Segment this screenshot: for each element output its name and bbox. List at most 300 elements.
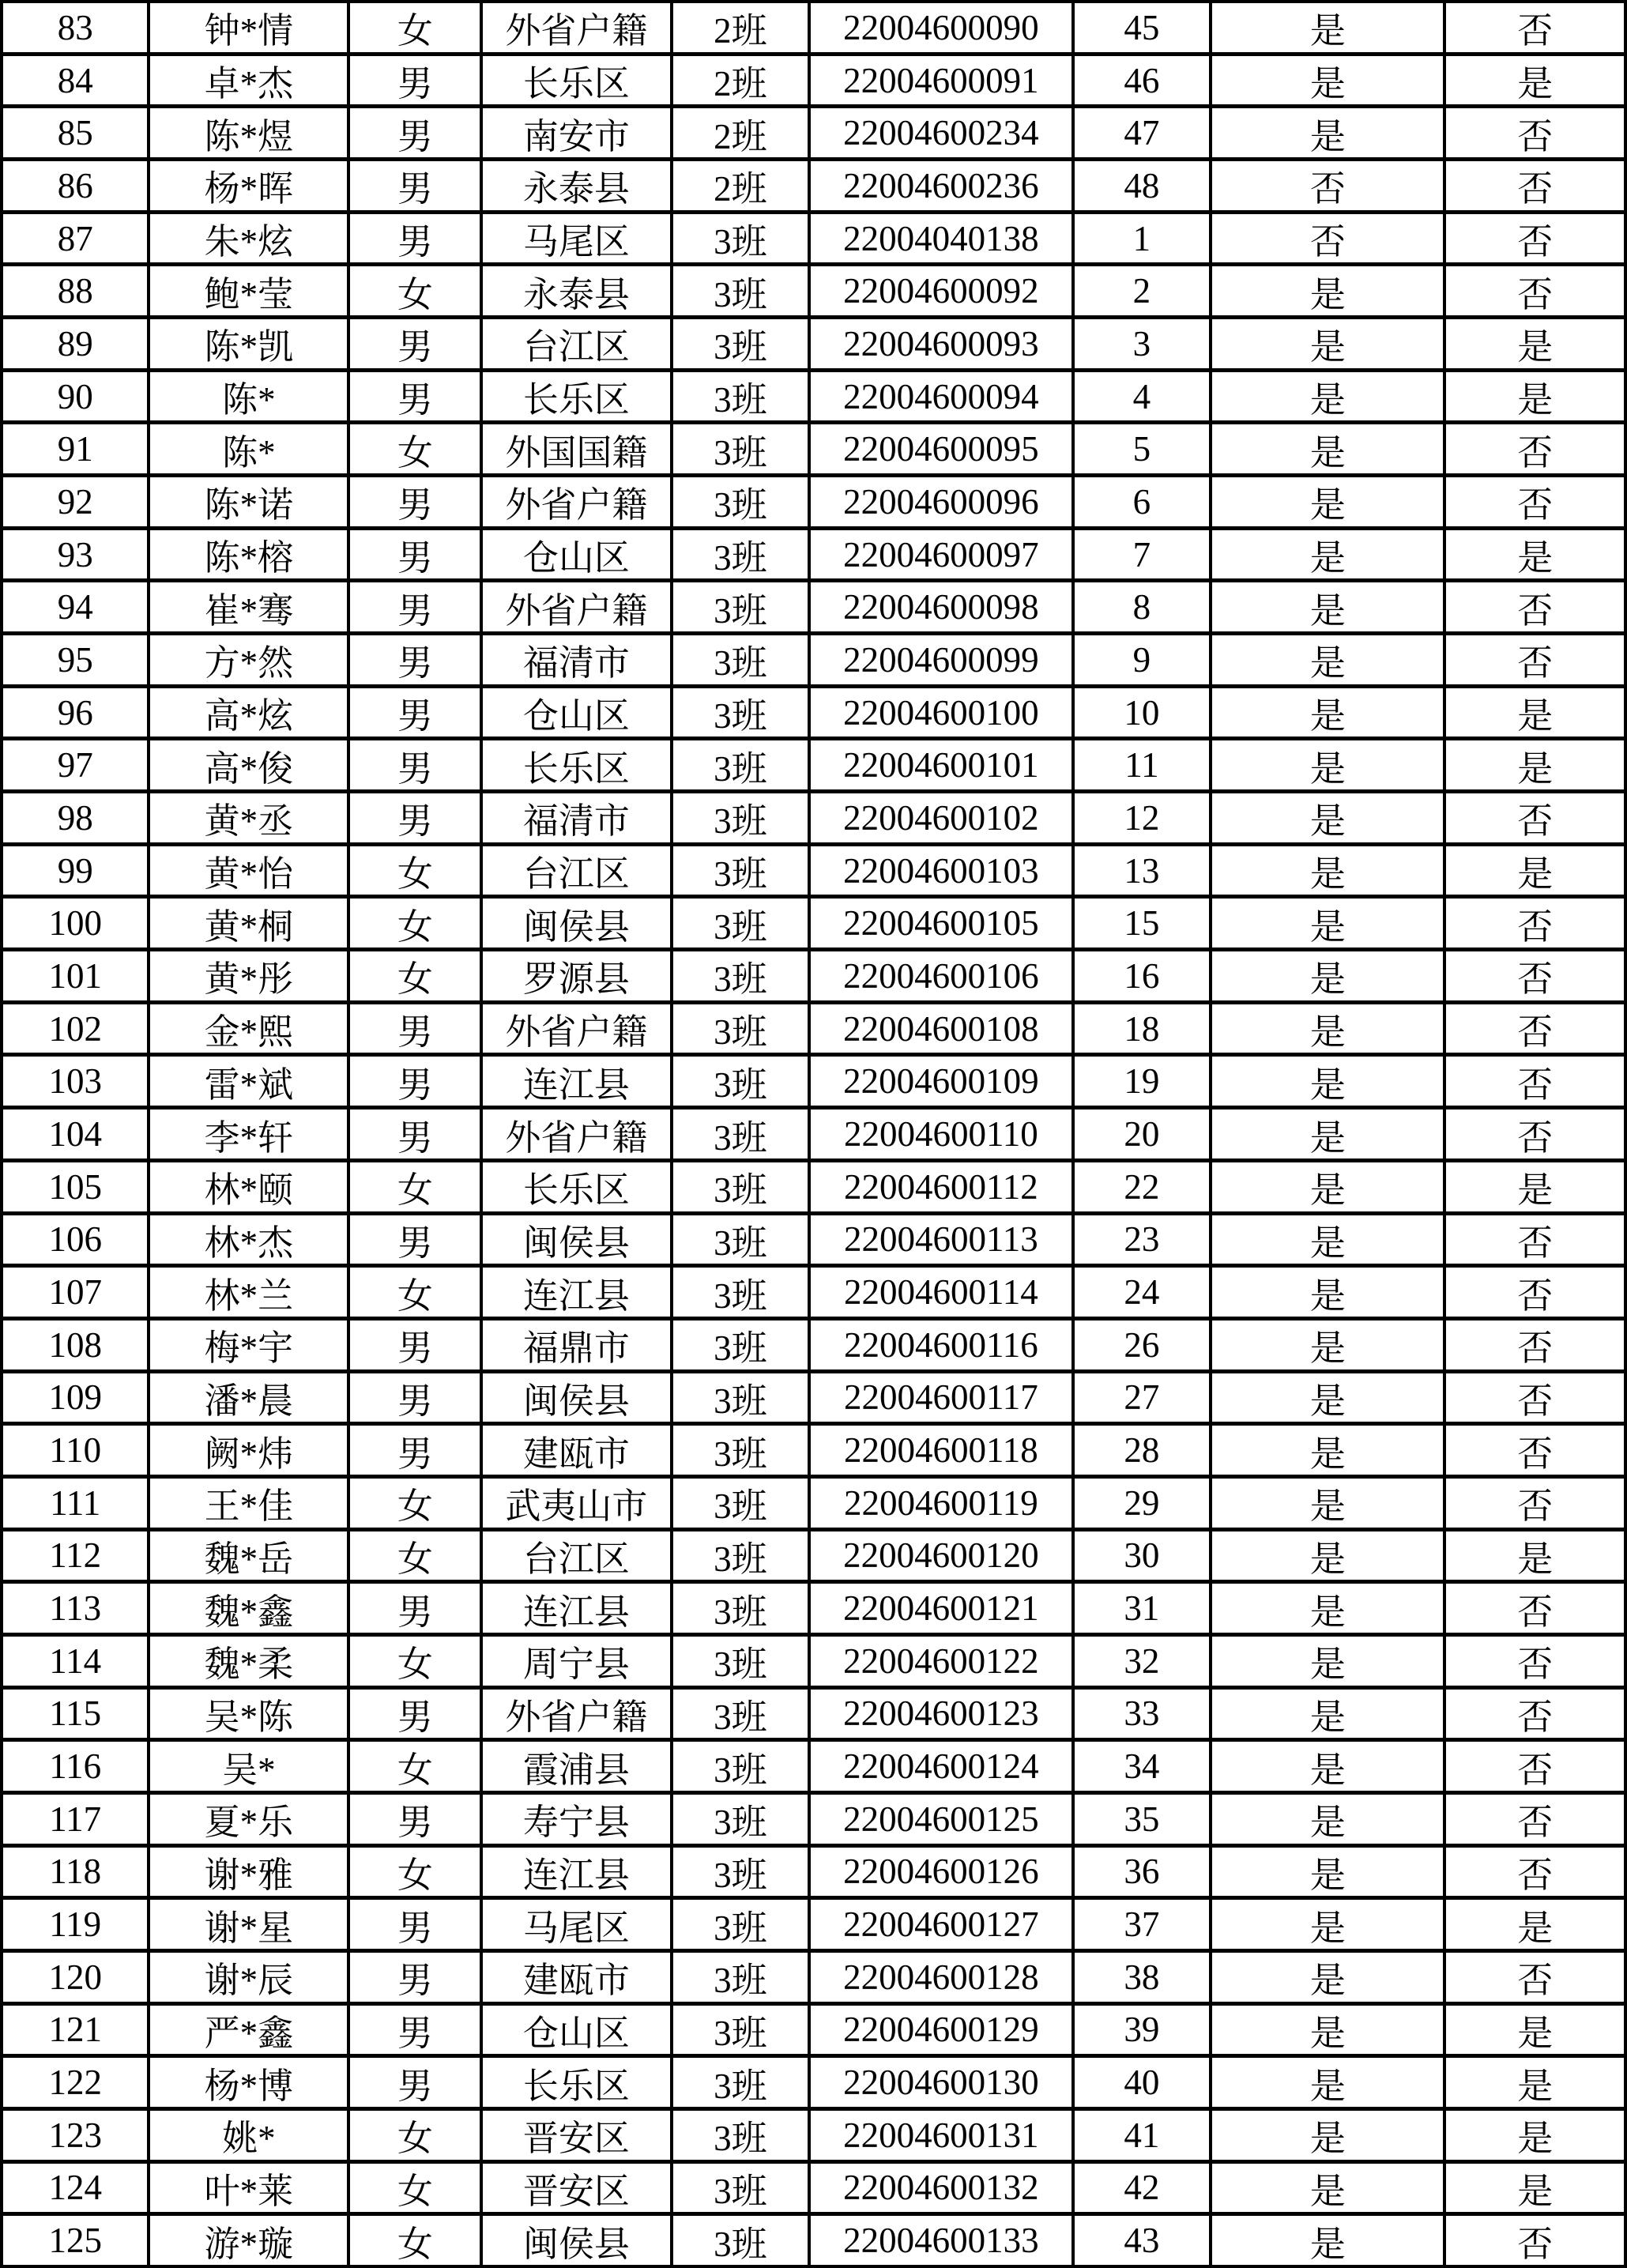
- cell-region: 连江县: [483, 1848, 669, 1897]
- cell-seat_number: 22: [1075, 1162, 1210, 1211]
- cell-flag_2: 否: [1446, 161, 1624, 210]
- cell-region: 福鼎市: [483, 1320, 669, 1369]
- cell-seat_number: 35: [1075, 1795, 1210, 1844]
- cell-flag_1: 是: [1212, 793, 1443, 842]
- cell-seat_number: 48: [1075, 161, 1210, 210]
- cell-gender: 男: [350, 56, 480, 105]
- cell-flag_2: 否: [1446, 3, 1624, 52]
- cell-id_number: 22004600236: [811, 161, 1071, 210]
- cell-seat_number: 2: [1075, 266, 1210, 315]
- cell-seat_number: 5: [1075, 424, 1210, 473]
- cell-name: 杨*博: [150, 2058, 347, 2107]
- cell-index: 87: [3, 214, 147, 263]
- cell-gender: 女: [350, 424, 480, 473]
- cell-seat_number: 12: [1075, 793, 1210, 842]
- cell-class: 3班: [673, 1953, 808, 2002]
- cell-gender: 女: [350, 846, 480, 895]
- cell-index: 100: [3, 899, 147, 948]
- cell-region: 外省户籍: [483, 477, 669, 526]
- cell-flag_2: 否: [1446, 1742, 1624, 1791]
- cell-class: 3班: [673, 2111, 808, 2160]
- cell-class: 3班: [673, 793, 808, 842]
- cell-name: 林*兰: [150, 1268, 347, 1317]
- cell-index: 106: [3, 1215, 147, 1264]
- cell-name: 梅*宇: [150, 1320, 347, 1369]
- cell-seat_number: 37: [1075, 1900, 1210, 1949]
- cell-name: 崔*骞: [150, 582, 347, 631]
- cell-id_number: 22004600092: [811, 266, 1071, 315]
- cell-seat_number: 47: [1075, 108, 1210, 157]
- cell-class: 3班: [673, 1426, 808, 1475]
- cell-index: 101: [3, 951, 147, 1000]
- cell-id_number: 22004600120: [811, 1531, 1071, 1580]
- cell-seat_number: 36: [1075, 1848, 1210, 1897]
- cell-flag_1: 是: [1212, 1848, 1443, 1897]
- cell-gender: 女: [350, 951, 480, 1000]
- cell-seat_number: 15: [1075, 899, 1210, 948]
- cell-region: 外省户籍: [483, 1004, 669, 1053]
- cell-name: 高*炫: [150, 688, 347, 737]
- cell-id_number: 22004600106: [811, 951, 1071, 1000]
- cell-flag_1: 是: [1212, 1953, 1443, 2002]
- cell-class: 3班: [673, 372, 808, 421]
- cell-id_number: 22004600132: [811, 2164, 1071, 2213]
- cell-gender: 男: [350, 1215, 480, 1264]
- cell-gender: 女: [350, 1848, 480, 1897]
- cell-class: 3班: [673, 1373, 808, 1422]
- cell-gender: 男: [350, 1795, 480, 1844]
- cell-region: 罗源县: [483, 951, 669, 1000]
- cell-flag_1: 是: [1212, 688, 1443, 737]
- cell-gender: 女: [350, 1531, 480, 1580]
- cell-name: 王*佳: [150, 1479, 347, 1528]
- cell-flag_1: 是: [1212, 108, 1443, 157]
- cell-class: 3班: [673, 319, 808, 368]
- cell-flag_2: 否: [1446, 1479, 1624, 1528]
- cell-id_number: 22004600108: [811, 1004, 1071, 1053]
- cell-gender: 男: [350, 108, 480, 157]
- cell-class: 3班: [673, 740, 808, 789]
- cell-seat_number: 27: [1075, 1373, 1210, 1422]
- cell-flag_2: 是: [1446, 530, 1624, 579]
- cell-gender: 女: [350, 1479, 480, 1528]
- cell-flag_1: 是: [1212, 1742, 1443, 1791]
- cell-gender: 女: [350, 1268, 480, 1317]
- cell-index: 113: [3, 1584, 147, 1633]
- cell-flag_2: 否: [1446, 1426, 1624, 1475]
- cell-index: 111: [3, 1479, 147, 1528]
- cell-class: 3班: [673, 846, 808, 895]
- cell-name: 姚*: [150, 2111, 347, 2160]
- cell-gender: 女: [350, 2164, 480, 2213]
- cell-class: 3班: [673, 1690, 808, 1739]
- cell-name: 陈*: [150, 424, 347, 473]
- cell-id_number: 22004600091: [811, 56, 1071, 105]
- cell-flag_1: 是: [1212, 2111, 1443, 2160]
- cell-gender: 男: [350, 1426, 480, 1475]
- cell-gender: 女: [350, 2216, 480, 2265]
- cell-seat_number: 11: [1075, 740, 1210, 789]
- cell-id_number: 22004600116: [811, 1320, 1071, 1369]
- cell-name: 叶*莱: [150, 2164, 347, 2213]
- cell-gender: 女: [350, 1162, 480, 1211]
- cell-name: 吴*陈: [150, 1690, 347, 1739]
- cell-name: 魏*柔: [150, 1637, 347, 1686]
- cell-gender: 男: [350, 2006, 480, 2055]
- cell-flag_1: 是: [1212, 635, 1443, 684]
- cell-flag_2: 是: [1446, 2058, 1624, 2107]
- cell-seat_number: 16: [1075, 951, 1210, 1000]
- cell-id_number: 22004600105: [811, 899, 1071, 948]
- cell-index: 122: [3, 2058, 147, 2107]
- cell-seat_number: 38: [1075, 1953, 1210, 2002]
- cell-gender: 男: [350, 1057, 480, 1106]
- cell-index: 93: [3, 530, 147, 579]
- cell-region: 仓山区: [483, 530, 669, 579]
- cell-index: 121: [3, 2006, 147, 2055]
- cell-region: 闽侯县: [483, 899, 669, 948]
- cell-index: 107: [3, 1268, 147, 1317]
- cell-id_number: 22004600094: [811, 372, 1071, 421]
- cell-class: 3班: [673, 1320, 808, 1369]
- cell-class: 3班: [673, 1900, 808, 1949]
- cell-flag_2: 是: [1446, 319, 1624, 368]
- cell-class: 3班: [673, 1637, 808, 1686]
- cell-index: 117: [3, 1795, 147, 1844]
- cell-seat_number: 29: [1075, 1479, 1210, 1528]
- cell-seat_number: 10: [1075, 688, 1210, 737]
- cell-name: 金*熙: [150, 1004, 347, 1053]
- cell-gender: 男: [350, 477, 480, 526]
- cell-region: 建瓯市: [483, 1953, 669, 2002]
- cell-region: 晋安区: [483, 2164, 669, 2213]
- cell-class: 3班: [673, 635, 808, 684]
- cell-flag_1: 是: [1212, 1584, 1443, 1633]
- cell-id_number: 22004600090: [811, 3, 1071, 52]
- cell-gender: 男: [350, 319, 480, 368]
- cell-index: 112: [3, 1531, 147, 1580]
- cell-flag_1: 是: [1212, 899, 1443, 948]
- cell-seat_number: 45: [1075, 3, 1210, 52]
- cell-class: 2班: [673, 56, 808, 105]
- cell-flag_1: 是: [1212, 530, 1443, 579]
- cell-flag_1: 是: [1212, 1900, 1443, 1949]
- cell-flag_2: 是: [1446, 1162, 1624, 1211]
- cell-gender: 男: [350, 530, 480, 579]
- cell-seat_number: 24: [1075, 1268, 1210, 1317]
- cell-index: 83: [3, 3, 147, 52]
- cell-name: 谢*雅: [150, 1848, 347, 1897]
- cell-region: 闽侯县: [483, 2216, 669, 2265]
- cell-flag_2: 否: [1446, 1848, 1624, 1897]
- cell-name: 阙*炜: [150, 1426, 347, 1475]
- cell-class: 3班: [673, 1479, 808, 1528]
- cell-gender: 女: [350, 899, 480, 948]
- cell-name: 高*俊: [150, 740, 347, 789]
- cell-gender: 男: [350, 214, 480, 263]
- cell-seat_number: 32: [1075, 1637, 1210, 1686]
- cell-flag_1: 否: [1212, 161, 1443, 210]
- cell-region: 建瓯市: [483, 1426, 669, 1475]
- cell-flag_2: 是: [1446, 2164, 1624, 2213]
- cell-index: 108: [3, 1320, 147, 1369]
- cell-index: 84: [3, 56, 147, 105]
- cell-flag_1: 是: [1212, 1795, 1443, 1844]
- cell-seat_number: 4: [1075, 372, 1210, 421]
- cell-flag_1: 是: [1212, 477, 1443, 526]
- cell-flag_1: 是: [1212, 1637, 1443, 1686]
- cell-name: 林*颐: [150, 1162, 347, 1211]
- cell-region: 连江县: [483, 1057, 669, 1106]
- cell-region: 台江区: [483, 1531, 669, 1580]
- cell-index: 91: [3, 424, 147, 473]
- cell-index: 114: [3, 1637, 147, 1686]
- cell-region: 外国国籍: [483, 424, 669, 473]
- cell-flag_1: 是: [1212, 1268, 1443, 1317]
- cell-flag_1: 是: [1212, 1215, 1443, 1264]
- cell-class: 3班: [673, 214, 808, 263]
- cell-name: 魏*岳: [150, 1531, 347, 1580]
- cell-name: 方*然: [150, 635, 347, 684]
- cell-seat_number: 46: [1075, 56, 1210, 105]
- cell-region: 福清市: [483, 793, 669, 842]
- cell-region: 马尾区: [483, 1900, 669, 1949]
- cell-gender: 女: [350, 3, 480, 52]
- cell-id_number: 22004600131: [811, 2111, 1071, 2160]
- cell-flag_1: 是: [1212, 1320, 1443, 1369]
- cell-name: 杨*晖: [150, 161, 347, 210]
- cell-region: 仓山区: [483, 688, 669, 737]
- cell-flag_1: 是: [1212, 1162, 1443, 1211]
- cell-id_number: 22004600133: [811, 2216, 1071, 2265]
- cell-name: 黄*彤: [150, 951, 347, 1000]
- cell-class: 3班: [673, 1110, 808, 1158]
- cell-index: 90: [3, 372, 147, 421]
- cell-seat_number: 31: [1075, 1584, 1210, 1633]
- cell-id_number: 22004600100: [811, 688, 1071, 737]
- cell-gender: 男: [350, 1953, 480, 2002]
- cell-gender: 男: [350, 635, 480, 684]
- cell-flag_1: 是: [1212, 2164, 1443, 2213]
- cell-flag_2: 否: [1446, 424, 1624, 473]
- cell-flag_2: 否: [1446, 1584, 1624, 1633]
- cell-class: 3班: [673, 951, 808, 1000]
- cell-seat_number: 9: [1075, 635, 1210, 684]
- cell-index: 119: [3, 1900, 147, 1949]
- cell-region: 马尾区: [483, 214, 669, 263]
- cell-seat_number: 1: [1075, 214, 1210, 263]
- cell-class: 3班: [673, 582, 808, 631]
- cell-name: 陈*凯: [150, 319, 347, 368]
- cell-id_number: 22004600096: [811, 477, 1071, 526]
- cell-class: 3班: [673, 424, 808, 473]
- cell-gender: 女: [350, 2111, 480, 2160]
- cell-seat_number: 20: [1075, 1110, 1210, 1158]
- cell-region: 晋安区: [483, 2111, 669, 2160]
- cell-gender: 男: [350, 372, 480, 421]
- cell-gender: 男: [350, 1320, 480, 1369]
- cell-flag_2: 否: [1446, 1373, 1624, 1422]
- cell-region: 南安市: [483, 108, 669, 157]
- cell-index: 115: [3, 1690, 147, 1739]
- cell-name: 朱*炫: [150, 214, 347, 263]
- cell-id_number: 22004600102: [811, 793, 1071, 842]
- cell-id_number: 22004600119: [811, 1479, 1071, 1528]
- cell-index: 118: [3, 1848, 147, 1897]
- cell-flag_2: 是: [1446, 372, 1624, 421]
- cell-class: 3班: [673, 2058, 808, 2107]
- cell-region: 外省户籍: [483, 582, 669, 631]
- cell-class: 3班: [673, 1795, 808, 1844]
- cell-index: 96: [3, 688, 147, 737]
- cell-flag_1: 否: [1212, 214, 1443, 263]
- cell-flag_1: 是: [1212, 1057, 1443, 1106]
- cell-index: 110: [3, 1426, 147, 1475]
- cell-name: 潘*晨: [150, 1373, 347, 1422]
- cell-name: 陈*煜: [150, 108, 347, 157]
- cell-index: 85: [3, 108, 147, 157]
- cell-id_number: 22004600101: [811, 740, 1071, 789]
- cell-flag_2: 是: [1446, 740, 1624, 789]
- cell-flag_2: 否: [1446, 266, 1624, 315]
- cell-flag_1: 是: [1212, 3, 1443, 52]
- cell-region: 闽侯县: [483, 1373, 669, 1422]
- cell-class: 3班: [673, 1057, 808, 1106]
- cell-id_number: 22004600127: [811, 1900, 1071, 1949]
- cell-class: 2班: [673, 108, 808, 157]
- cell-flag_2: 否: [1446, 2216, 1624, 2265]
- cell-name: 严*鑫: [150, 2006, 347, 2055]
- cell-seat_number: 39: [1075, 2006, 1210, 2055]
- cell-index: 99: [3, 846, 147, 895]
- cell-seat_number: 6: [1075, 477, 1210, 526]
- cell-class: 3班: [673, 1004, 808, 1053]
- cell-flag_2: 是: [1446, 56, 1624, 105]
- cell-gender: 男: [350, 1900, 480, 1949]
- cell-name: 李*轩: [150, 1110, 347, 1158]
- cell-flag_2: 是: [1446, 2006, 1624, 2055]
- cell-id_number: 22004600113: [811, 1215, 1071, 1264]
- cell-flag_1: 是: [1212, 424, 1443, 473]
- cell-name: 雷*斌: [150, 1057, 347, 1106]
- cell-gender: 女: [350, 266, 480, 315]
- cell-class: 3班: [673, 899, 808, 948]
- cell-region: 台江区: [483, 319, 669, 368]
- cell-id_number: 22004600114: [811, 1268, 1071, 1317]
- cell-flag_2: 否: [1446, 1004, 1624, 1053]
- cell-class: 3班: [673, 266, 808, 315]
- cell-name: 林*杰: [150, 1215, 347, 1264]
- cell-gender: 男: [350, 793, 480, 842]
- cell-flag_2: 否: [1446, 1057, 1624, 1106]
- cell-id_number: 22004600122: [811, 1637, 1071, 1686]
- cell-flag_2: 否: [1446, 477, 1624, 526]
- cell-id_number: 22004600128: [811, 1953, 1071, 2002]
- cell-seat_number: 18: [1075, 1004, 1210, 1053]
- cell-gender: 男: [350, 1584, 480, 1633]
- cell-id_number: 22004600110: [811, 1110, 1071, 1158]
- cell-region: 福清市: [483, 635, 669, 684]
- cell-seat_number: 42: [1075, 2164, 1210, 2213]
- cell-name: 陈*榕: [150, 530, 347, 579]
- cell-flag_1: 是: [1212, 740, 1443, 789]
- cell-flag_2: 否: [1446, 1215, 1624, 1264]
- cell-id_number: 22004600125: [811, 1795, 1071, 1844]
- cell-seat_number: 19: [1075, 1057, 1210, 1106]
- cell-class: 3班: [673, 1531, 808, 1580]
- cell-index: 88: [3, 266, 147, 315]
- cell-seat_number: 26: [1075, 1320, 1210, 1369]
- cell-seat_number: 33: [1075, 1690, 1210, 1739]
- cell-flag_2: 否: [1446, 1953, 1624, 2002]
- cell-name: 黄*桐: [150, 899, 347, 948]
- cell-seat_number: 34: [1075, 1742, 1210, 1791]
- cell-seat_number: 30: [1075, 1531, 1210, 1580]
- cell-class: 3班: [673, 1268, 808, 1317]
- cell-flag_1: 是: [1212, 582, 1443, 631]
- cell-id_number: 22004600129: [811, 2006, 1071, 2055]
- cell-seat_number: 40: [1075, 2058, 1210, 2107]
- cell-index: 116: [3, 1742, 147, 1791]
- cell-gender: 男: [350, 688, 480, 737]
- cell-flag_2: 否: [1446, 1320, 1624, 1369]
- cell-region: 寿宁县: [483, 1795, 669, 1844]
- cell-flag_1: 是: [1212, 266, 1443, 315]
- cell-region: 长乐区: [483, 56, 669, 105]
- cell-id_number: 22004600099: [811, 635, 1071, 684]
- cell-flag_2: 否: [1446, 1690, 1624, 1739]
- cell-name: 夏*乐: [150, 1795, 347, 1844]
- cell-index: 109: [3, 1373, 147, 1422]
- cell-region: 周宁县: [483, 1637, 669, 1686]
- cell-index: 120: [3, 1953, 147, 2002]
- cell-flag_2: 否: [1446, 582, 1624, 631]
- cell-id_number: 22004600121: [811, 1584, 1071, 1633]
- cell-id_number: 22004600098: [811, 582, 1071, 631]
- cell-flag_1: 是: [1212, 2058, 1443, 2107]
- cell-class: 3班: [673, 530, 808, 579]
- cell-gender: 男: [350, 161, 480, 210]
- cell-flag_1: 是: [1212, 2216, 1443, 2265]
- cell-id_number: 22004600126: [811, 1848, 1071, 1897]
- cell-flag_1: 是: [1212, 1110, 1443, 1158]
- cell-region: 武夷山市: [483, 1479, 669, 1528]
- cell-flag_2: 否: [1446, 214, 1624, 263]
- cell-class: 3班: [673, 688, 808, 737]
- cell-flag_2: 否: [1446, 108, 1624, 157]
- cell-flag_1: 是: [1212, 56, 1443, 105]
- cell-index: 94: [3, 582, 147, 631]
- cell-name: 谢*辰: [150, 1953, 347, 2002]
- cell-flag_2: 是: [1446, 1531, 1624, 1580]
- cell-index: 105: [3, 1162, 147, 1211]
- cell-flag_2: 是: [1446, 846, 1624, 895]
- cell-flag_1: 是: [1212, 1373, 1443, 1422]
- cell-flag_1: 是: [1212, 1004, 1443, 1053]
- cell-seat_number: 8: [1075, 582, 1210, 631]
- cell-id_number: 22004600234: [811, 108, 1071, 157]
- cell-region: 霞浦县: [483, 1742, 669, 1791]
- cell-index: 104: [3, 1110, 147, 1158]
- cell-index: 125: [3, 2216, 147, 2265]
- cell-region: 长乐区: [483, 2058, 669, 2107]
- cell-id_number: 22004600130: [811, 2058, 1071, 2107]
- cell-name: 钟*情: [150, 3, 347, 52]
- cell-id_number: 22004600103: [811, 846, 1071, 895]
- cell-flag_1: 是: [1212, 846, 1443, 895]
- cell-class: 3班: [673, 2006, 808, 2055]
- cell-flag_2: 是: [1446, 2111, 1624, 2160]
